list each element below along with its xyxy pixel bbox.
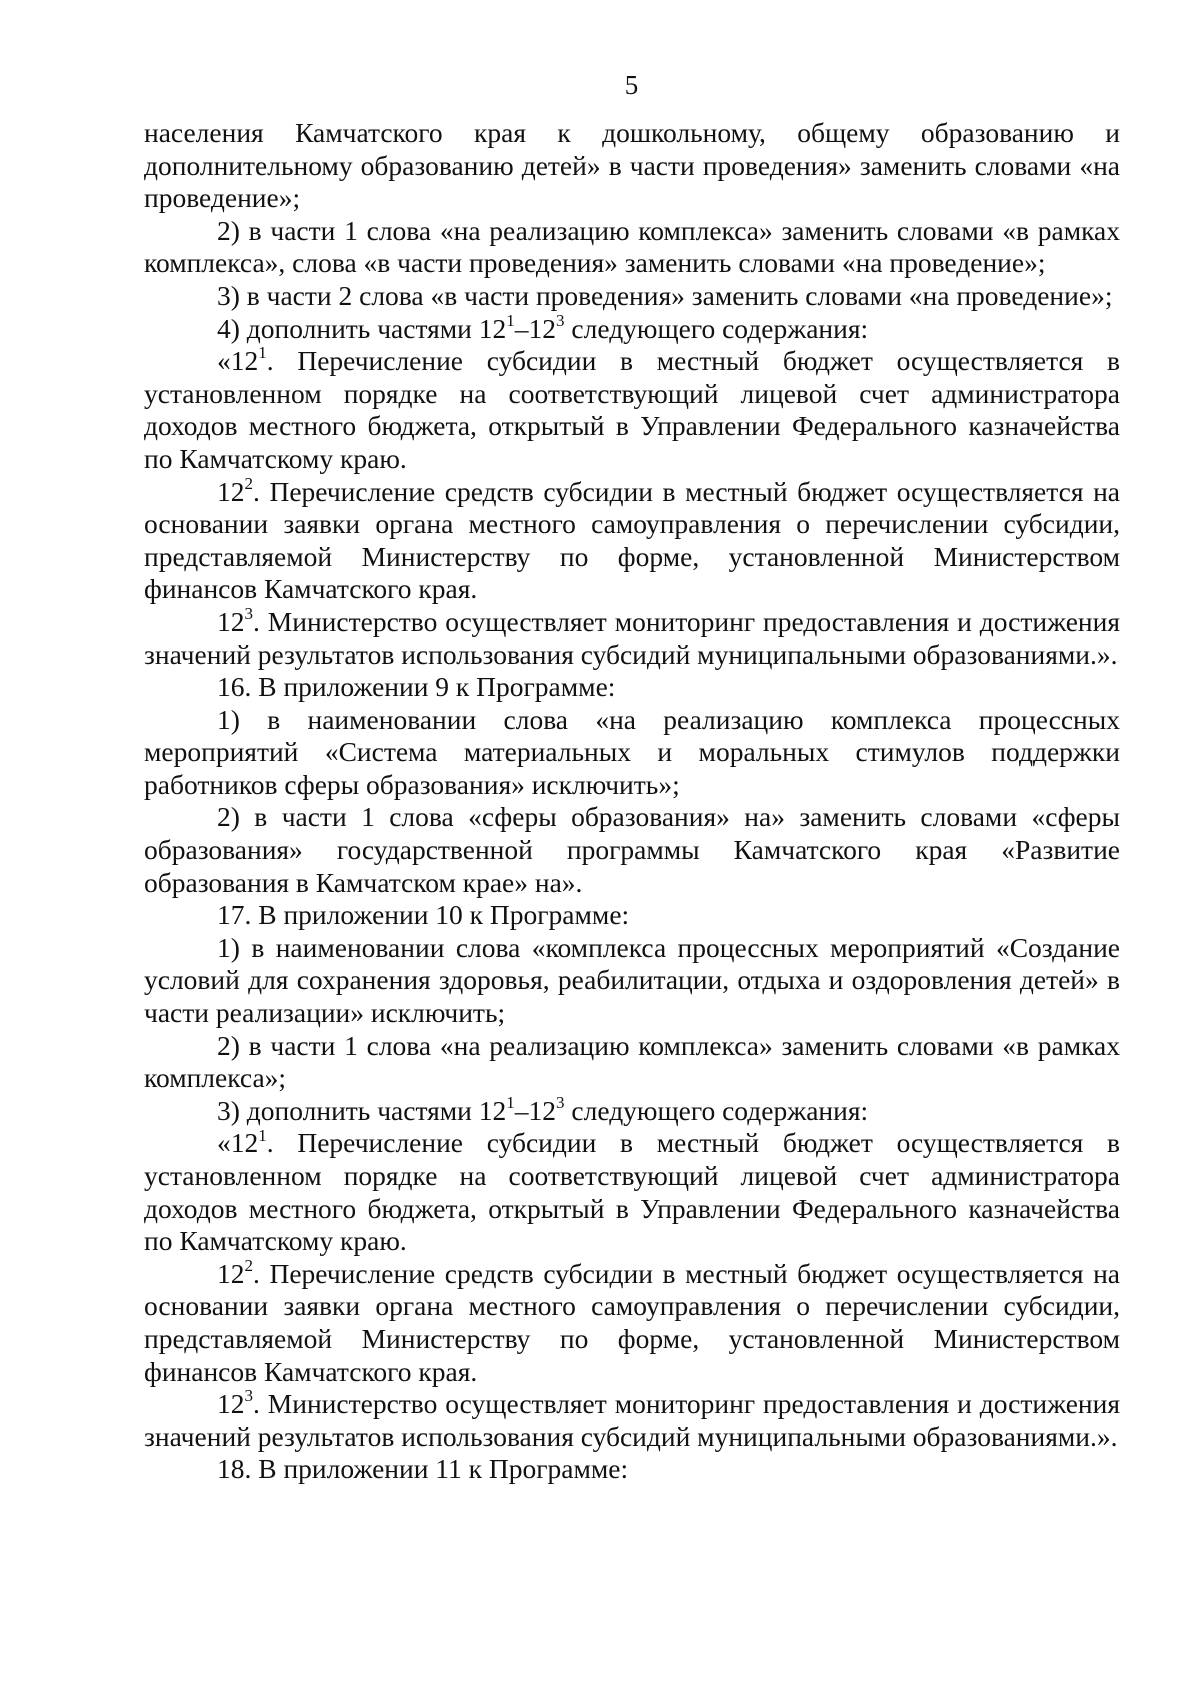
paragraph: 2) в части 1 слова «на реализацию комплекса» заменить словами «в рамках комплекса», слова «в части проведения» заменить словами «на проведение»; (144, 214, 1120, 279)
superscript-index: 1 (506, 1092, 515, 1112)
paragraph: 4) дополнить частями $12^1-12^3$ следующего содержания: (217, 310, 869, 344)
superscript-index: 2 (244, 473, 254, 493)
paragraph: 2) в части 1 слова «сферы образования» на» заменить словами «сферы образования» государственной программы Камчатского края «Развитие образования в Камчатском крае» на». (144, 801, 1120, 898)
paragraph: $12^2$. Перечисление средств субсидии в местный бюджет осуществляется на основании заявки органа местного самоуправления о перечислении субсидии, представляемой Министерству по форме, установленной Министерством финансов Камчатского края. (144, 1255, 1120, 1387)
document-body (144, 117, 1120, 1486)
paragraph: 1) в наименовании слова «комплекса процессных мероприятий «Создание условий для сохранения здоровья, реабилитации, отдыха и оздоровления детей» в части реализации» исключить; (144, 931, 1120, 1029)
paragraph: «$12^1$. Перечисление субсидии в местный бюджет осуществляется в установленном порядке на соответствующий лицевой счет администратора доходов местного бюджета, открытый в Управлении Федерального казначейства по Камчатскому краю. (144, 343, 1120, 474)
paragraph: населения Камчатского края к дошкольному, общему образованию и дополнительному образованию детей» в части проведения» заменить словами «на проведение»; (144, 117, 1120, 214)
paragraph: 3) в части 2 слова «в части проведения» заменить словами «на проведение»; (217, 279, 1113, 311)
superscript-index: 1 (506, 310, 515, 330)
paragraph: 2) в части 1 слова «на реализацию комплекса» заменить словами «в рамках комплекса»; (144, 1029, 1120, 1094)
superscript-index: 2 (244, 1255, 254, 1275)
superscript-index: 3 (556, 310, 565, 330)
paragraph: 17. В приложении 10 к Программе: (217, 899, 630, 931)
paragraph: «$12^1$. Перечисление субсидии в местный бюджет осуществляется в установленном порядке на соответствующий лицевой счет администратора доходов местного бюджета, открытый в Управлении Федерального казначейства по Камчатскому краю. (144, 1125, 1120, 1257)
paragraph: 1) в наименовании слова «на реализацию комплекса процессных мероприятий «Система материальных и моральных стимулов поддержки работников сферы образования» исключить»; (144, 703, 1120, 800)
page-number: 5 (624, 70, 639, 100)
paragraph: $12^3$. Министерство осуществляет мониторинг предоставления и достижения значений результатов использования субсидий муниципальными образованиями.». (144, 604, 1120, 670)
paragraph: $12^3$. Министерство осуществляет мониторинг предоставления и достижения значений результатов использования субсидий муниципальными образованиями.». (144, 1386, 1120, 1452)
superscript-index: 3 (556, 1092, 565, 1112)
superscript-index: 1 (258, 343, 267, 363)
superscript-index: 1 (258, 1125, 267, 1145)
paragraph: 16. В приложении 9 к Программе: (217, 671, 616, 703)
paragraph: 3) дополнить частями $12^1-12^3$ следующего содержания: (217, 1092, 869, 1126)
superscript-index: 3 (244, 1386, 254, 1406)
superscript-index: 3 (244, 604, 254, 624)
paragraph: $12^2$. Перечисление средств субсидии в местный бюджет осуществляется на основании заявки органа местного самоуправления о перечислении субсидии, представляемой Министерству по форме, установленной Министерством финансов Камчатского края. (144, 473, 1120, 605)
paragraph: 18. В приложении 11 к Программе: (217, 1453, 629, 1485)
